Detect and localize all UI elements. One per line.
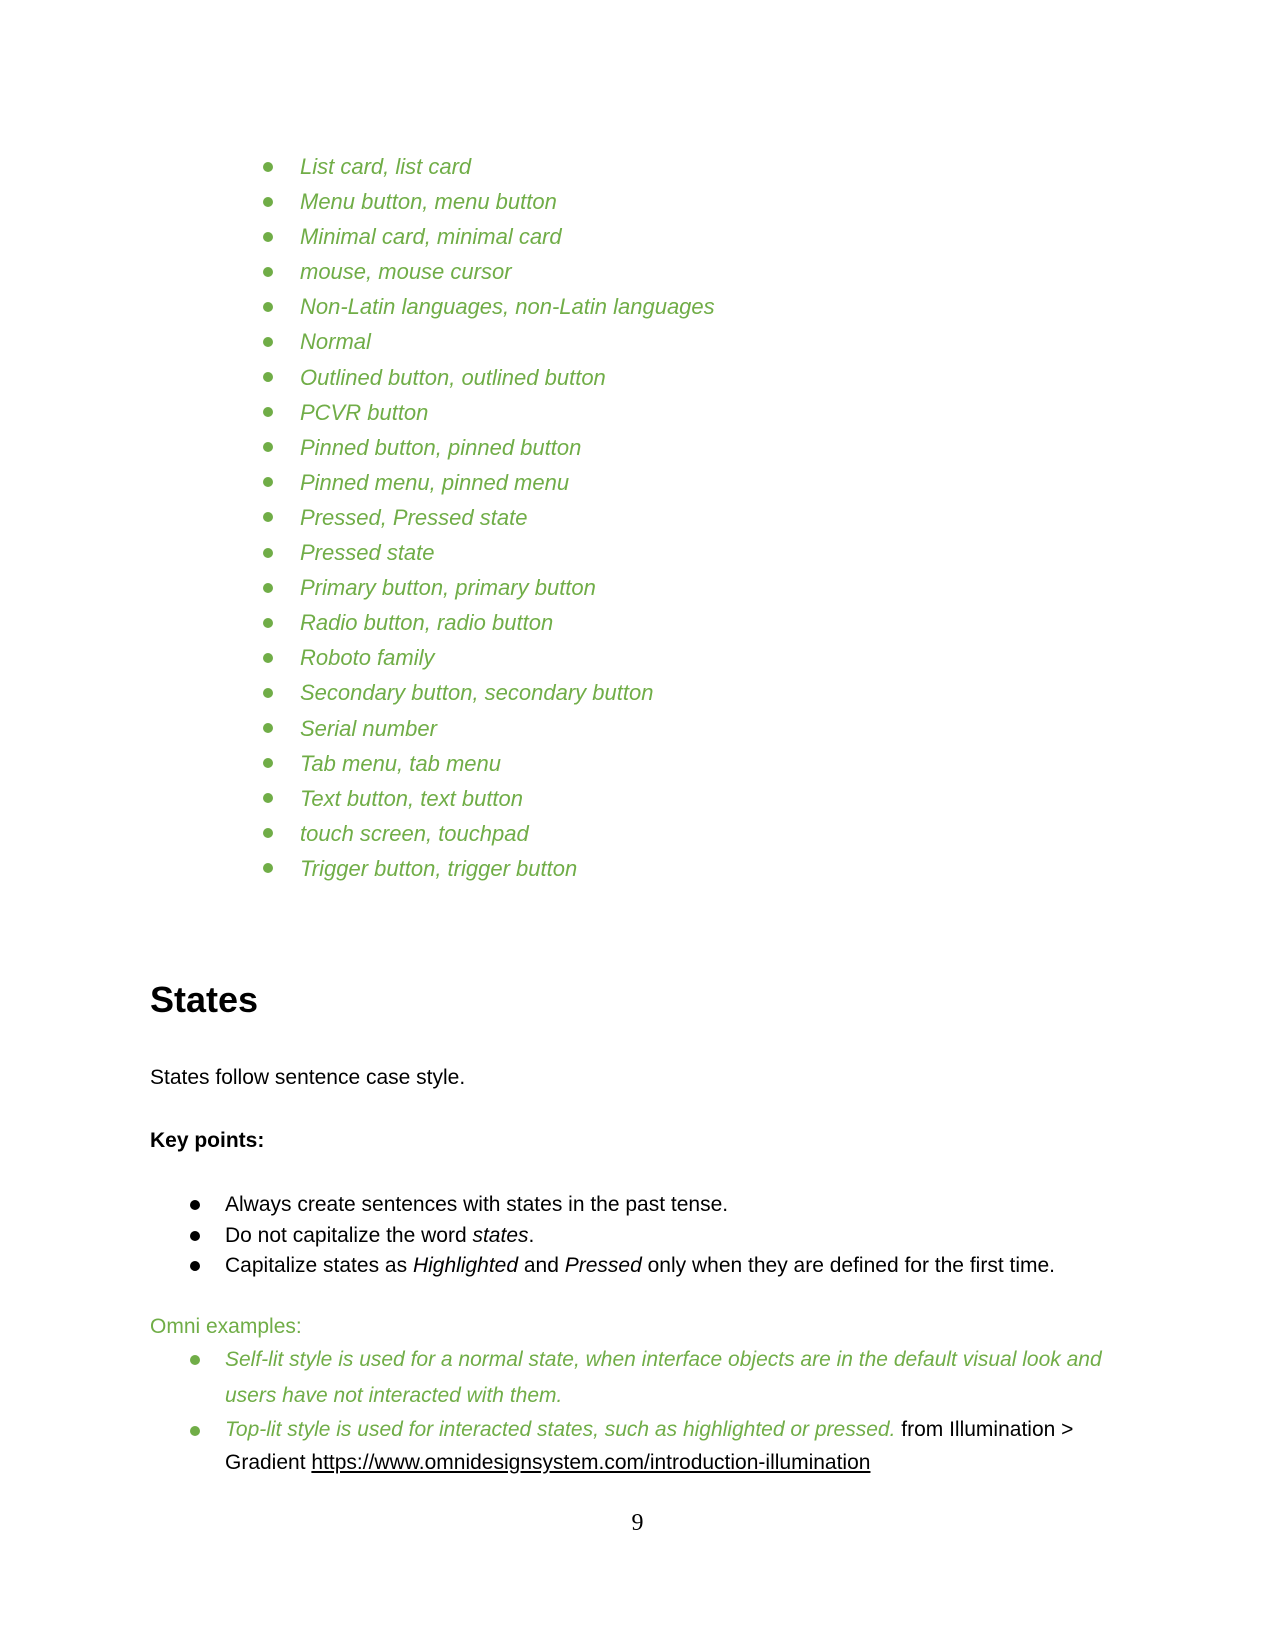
bullet-icon — [263, 618, 273, 628]
omni-examples-list — [190, 1342, 1120, 1479]
bullet-icon — [263, 477, 273, 487]
bullet-icon — [263, 372, 273, 382]
key-point-item — [190, 1190, 1090, 1221]
bullet-icon — [190, 1355, 200, 1365]
bullet-icon — [263, 197, 273, 207]
bullet-icon — [263, 162, 273, 172]
key-point-emphasis: Highlighted — [412, 1254, 519, 1277]
bullet-icon — [263, 793, 273, 803]
term-text: Outlined button, outlined button — [300, 364, 606, 390]
bullet-icon — [190, 1200, 200, 1210]
term-list-item — [263, 324, 715, 359]
bullet-icon — [263, 828, 273, 838]
term-list — [263, 149, 715, 886]
term-list-item — [263, 254, 715, 289]
term-text: List card, list card — [300, 154, 472, 179]
term-text: Tab menu, tab menu — [300, 750, 501, 776]
term-list-item — [263, 781, 715, 816]
example-item — [190, 1342, 1120, 1413]
bullet-icon — [190, 1231, 200, 1241]
bullet-icon — [263, 337, 273, 347]
key-points-label: Key points: — [150, 1129, 265, 1152]
term-text: Pinned button, pinned button — [300, 434, 582, 460]
term-list-item — [263, 851, 715, 886]
term-list-item — [263, 465, 715, 500]
section-intro: States follow sentence case style. — [150, 1066, 466, 1089]
term-text: Trigger button, trigger button — [300, 855, 578, 881]
example-text: Top-lit style is used for interacted states, such as highlighted or pressed. — [225, 1418, 896, 1441]
term-text: mouse, mouse cursor — [300, 259, 512, 285]
term-list-item — [263, 711, 715, 746]
term-list-item — [263, 746, 715, 781]
term-list-item — [263, 395, 715, 430]
term-text: Pinned menu, pinned menu — [300, 469, 570, 495]
example-item — [190, 1413, 1120, 1479]
term-text: Radio button, radio button — [300, 610, 554, 636]
term-list-item — [263, 570, 715, 605]
bullet-icon — [190, 1426, 200, 1436]
bullet-icon — [263, 302, 273, 312]
term-text: Roboto family — [300, 645, 435, 671]
term-list-item — [263, 500, 715, 535]
key-point-text: . — [528, 1223, 535, 1247]
bullet-icon — [263, 442, 273, 452]
term-list-item — [263, 430, 715, 465]
key-point-item — [190, 1221, 1090, 1252]
example-text: Self-lit style is used for a normal state, when interface objects are in the default visual look and users have not interacted with them. — [225, 1348, 1102, 1407]
bullet-icon — [263, 653, 273, 663]
term-list-item — [263, 675, 715, 710]
term-list-item — [263, 149, 715, 184]
term-text: PCVR button — [300, 399, 429, 425]
term-list-item — [263, 535, 715, 570]
term-list-item — [263, 184, 715, 219]
bullet-icon — [263, 407, 273, 417]
term-list-item — [263, 219, 715, 254]
key-points-list — [190, 1190, 1090, 1282]
term-text: Non-Latin languages, non-Latin languages — [300, 294, 715, 320]
example-source: from Illumination > Gradient — [225, 1418, 1074, 1474]
term-text: Primary button, primary button — [300, 575, 596, 601]
term-list-item — [263, 605, 715, 640]
bullet-icon — [263, 723, 273, 733]
bullet-icon — [263, 863, 273, 873]
omni-examples-label: Omni examples: — [150, 1315, 302, 1338]
term-text: Secondary button, secondary button — [300, 680, 654, 706]
bullet-icon — [263, 232, 273, 242]
bullet-icon — [190, 1261, 200, 1271]
bullet-icon — [263, 267, 273, 277]
bullet-icon — [263, 512, 273, 522]
key-point-emphasis: Pressed — [564, 1254, 642, 1277]
term-text: Serial number — [300, 715, 437, 741]
bullet-icon — [263, 548, 273, 558]
key-point-text: Always create sentences with states in the past tense. — [225, 1193, 729, 1216]
term-text: Text button, text button — [300, 785, 524, 811]
bullet-icon — [263, 583, 273, 593]
key-point-text: Capitalize states as — [225, 1254, 413, 1277]
key-point-text: only when they are defined for the first time. — [641, 1254, 1055, 1277]
term-text: Menu button, menu button — [300, 189, 557, 215]
key-point-emphasis: states — [472, 1223, 529, 1247]
term-text: touch screen, touchpad — [300, 820, 529, 846]
term-list-item — [263, 360, 715, 395]
term-list-item — [263, 289, 715, 324]
bullet-icon — [263, 758, 273, 768]
illumination-link[interactable]: https://www.omnidesignsystem.com/introduction-illumination — [311, 1451, 871, 1474]
term-text: Pressed state — [300, 540, 435, 566]
term-text: Normal — [300, 329, 371, 355]
key-point-text: Do not capitalize the word — [225, 1223, 473, 1247]
page-number: 9 — [631, 1510, 644, 1536]
key-point-text: and — [518, 1254, 565, 1277]
bullet-icon — [263, 688, 273, 698]
term-list-item — [263, 640, 715, 675]
term-text: Pressed, Pressed state — [300, 504, 528, 530]
term-list-item — [263, 816, 715, 851]
key-point-item — [190, 1251, 1090, 1282]
term-text: Minimal card, minimal card — [300, 224, 562, 250]
section-heading: States — [150, 979, 259, 1020]
